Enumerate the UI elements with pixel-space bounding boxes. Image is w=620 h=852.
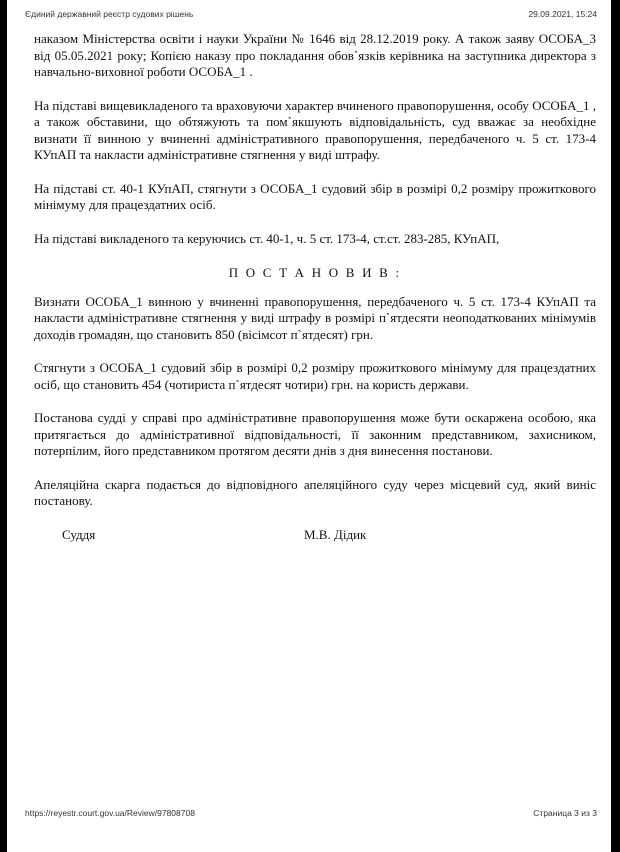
paragraph: На підставі викладеного та керуючись ст. 40-1, ч. 5 ст. 173-4, ст.ст. 283-285, КУпАП,: [34, 230, 500, 246]
decree-heading: П О С Т А Н О В И В :: [228, 265, 402, 280]
paragraph: На підставі ст. 40-1 КУпАП, стягнути з ОСОБА_1 судовий збір в розмірі 0,2 розміру прожиткового мінімуму для працездатних осіб.: [34, 180, 596, 212]
print-footer: [25, 808, 597, 818]
footer-url[interactable]: https://reyestr.court.gov.ua/Review/97808708: [25, 808, 195, 818]
decree-paragraph: Постанова судді у справі про адміністративне правопорушення може бути оскаржена особою, яка притягається до адміністративної відповідальності, її законним представником, захисником, потерпілим, його представником протягом десяти днів з дня винесення постанови.: [34, 410, 596, 458]
signature-role: Суддя: [62, 526, 96, 542]
document-body: [34, 31, 596, 543]
paragraph: На підставі вищевикладеного та враховуючи характер вчиненого правопорушення, особу ОСОБА_1 , а також обставини, що обтяжують та пом`якшують відповідальність, суд вважає за необхідне визнати її винною у вчиненні адміністративного правопорушення, передбаченого ч. 5 ст. 173-4 КУпАП та накласти адміністративне стягнення у виді штрафу.: [34, 97, 596, 162]
document-page: [7, 0, 611, 852]
paragraph: наказом Міністерства освіти і науки України № 1646 від 28.12.2019 року. А також заяву ОСОБА_3 від 05.05.2021 року; Копією наказу про покладання обов`язків керівника на заступника директора з навчально-виховної роботи ОСОБА_1 .: [34, 31, 596, 79]
signature-name: М.В. Дідик: [304, 526, 367, 542]
header-datetime: 29.09.2021, 15:24: [528, 9, 597, 19]
print-header: [25, 9, 597, 19]
decree-paragraph: Визнати ОСОБА_1 винною у вчиненні правопорушення, передбаченого ч. 5 ст. 173-4 КУпАП та накласти адміністративне стягнення у виді штрафу в розмірі п`ятдесяти неоподаткованих мінімумів доходів громадян, що становить 850 (вісімсот п`ятдесят) грн.: [34, 293, 596, 342]
decree-paragraph: Стягнути з ОСОБА_1 судовий збір в розмірі 0,2 розміру прожиткового мінімуму для працездатних осіб, що становить 454 (чотириста п`ятдесят чотири) грн. на користь держави.: [34, 360, 596, 392]
signature-block: [34, 527, 596, 544]
header-site-title: Єдиний державний реєстр судових рішень: [25, 9, 194, 19]
footer-page-label: Страница 3 из 3: [533, 808, 597, 818]
decree-paragraph: Апеляційна скарга подається до відповідного апеляційного суду через місцевий суд, який виніс постанову.: [34, 476, 596, 508]
